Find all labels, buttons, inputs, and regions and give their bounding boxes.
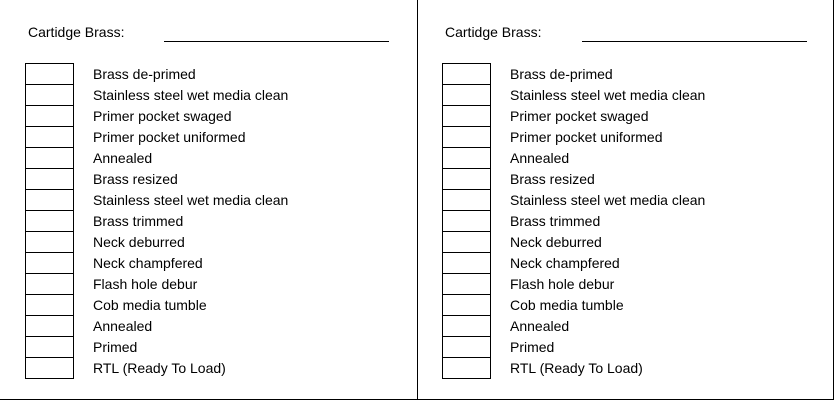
checklist-label: Stainless steel wet media clean <box>510 192 706 208</box>
checkbox[interactable] <box>442 210 491 232</box>
checklist-label: Primer pocket uniformed <box>510 129 663 145</box>
checklist-label: Cob media tumble <box>93 297 207 313</box>
checklist-label: Neck deburred <box>93 234 185 250</box>
checklist-label: Brass de-primed <box>510 66 613 82</box>
checkbox[interactable] <box>25 231 74 253</box>
title-write-in-line <box>582 41 807 42</box>
checkbox[interactable] <box>442 231 491 253</box>
checklist-label: Brass resized <box>93 171 178 187</box>
checkbox[interactable] <box>442 84 491 106</box>
checkbox[interactable] <box>25 189 74 211</box>
checkbox[interactable] <box>25 273 74 295</box>
checkbox[interactable] <box>442 147 491 169</box>
checklist-label: Primed <box>93 339 138 355</box>
checklist-label: RTL (Ready To Load) <box>510 360 643 376</box>
checkbox[interactable] <box>442 273 491 295</box>
checklist-label: Brass resized <box>510 171 595 187</box>
checklist-label: Neck champfered <box>510 255 620 271</box>
checkbox[interactable] <box>442 315 491 337</box>
checklist-label: Annealed <box>93 318 153 334</box>
checkbox[interactable] <box>442 105 491 127</box>
checkbox[interactable] <box>25 357 74 379</box>
checklist-label: Flash hole debur <box>93 276 198 292</box>
checkbox[interactable] <box>442 168 491 190</box>
checklist-label: Neck champfered <box>93 255 203 271</box>
checklist-label: Annealed <box>510 318 570 334</box>
checklist-label: Primer pocket uniformed <box>93 129 246 145</box>
checklist-label: Brass trimmed <box>93 213 184 229</box>
checkbox[interactable] <box>25 315 74 337</box>
title-write-in-line <box>164 41 389 42</box>
checkbox[interactable] <box>25 210 74 232</box>
checklist-label: Brass de-primed <box>93 66 196 82</box>
checklist-label: Neck deburred <box>510 234 602 250</box>
checkbox[interactable] <box>25 294 74 316</box>
checklist-label: Primer pocket swaged <box>93 108 232 124</box>
card-title: Cartidge Brass: <box>28 24 125 40</box>
checkbox[interactable] <box>25 336 74 358</box>
checkbox[interactable] <box>442 357 491 379</box>
checklist-label: Brass trimmed <box>510 213 601 229</box>
checkbox[interactable] <box>25 105 74 127</box>
card-title: Cartidge Brass: <box>445 24 542 40</box>
checklist-label: Primed <box>510 339 555 355</box>
checkbox[interactable] <box>442 294 491 316</box>
checklist-label: Annealed <box>510 150 570 166</box>
checklist-label: Stainless steel wet media clean <box>93 192 289 208</box>
checkbox[interactable] <box>25 63 74 85</box>
checkbox[interactable] <box>442 189 491 211</box>
checkbox[interactable] <box>442 63 491 85</box>
checklist-label: Cob media tumble <box>510 297 624 313</box>
checkbox[interactable] <box>442 126 491 148</box>
checklist-label: RTL (Ready To Load) <box>93 360 226 376</box>
checklist-label: Stainless steel wet media clean <box>510 87 706 103</box>
checkbox[interactable] <box>442 336 491 358</box>
checkbox[interactable] <box>442 252 491 274</box>
checkbox[interactable] <box>25 84 74 106</box>
checkbox[interactable] <box>25 147 74 169</box>
checkbox[interactable] <box>25 168 74 190</box>
checklist-label: Annealed <box>93 150 153 166</box>
checkbox[interactable] <box>25 252 74 274</box>
checklist-card-right <box>417 0 834 400</box>
checkbox[interactable] <box>25 126 74 148</box>
checklist-label: Primer pocket swaged <box>510 108 649 124</box>
checklist-label: Stainless steel wet media clean <box>93 87 289 103</box>
checklist-label: Flash hole debur <box>510 276 615 292</box>
